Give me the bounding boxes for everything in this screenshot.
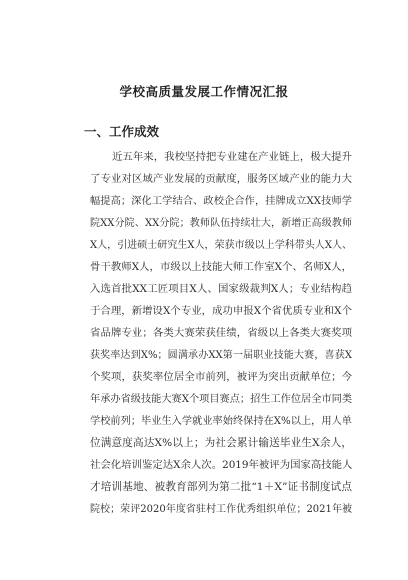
paragraph-line: 年承办省级技能大赛X个项目赛点；招生工作位居全市同类 — [90, 394, 352, 405]
paragraph-line: 院XX分院、XX分院；教师队伍持续壮大，新增正高级教师 — [90, 218, 352, 229]
paragraph-line: 省品牌专业；各类大赛荣获佳绩，省级以上各类大赛奖项 — [90, 327, 352, 339]
paragraph-line: 骨干教师X人，市级以上技能大师工作室X个、名师X人， — [90, 261, 352, 273]
paragraph-line: 学校前列；毕业生入学就业率始终保持在X%以上，用人单 — [90, 416, 352, 427]
paragraph-line: 才培训基地、被教育部列为第二批“1＋X”证书制度试点 — [90, 481, 352, 493]
paragraph-line: 于合理，新增设X个专业，成功申报X个省优质专业和X个 — [90, 305, 352, 317]
paragraph-line: X人，引进硕士研究生X人，荣获市级以上学科带头人X人、 — [90, 240, 352, 251]
paragraph-line: 了专业对区域产业发展的贡献度，服务区域产业的能力大 — [90, 173, 352, 185]
paragraph-line: 获奖率达到X%；圆满承办XX第一届职业技能大赛，喜获X — [90, 350, 352, 361]
paragraph-line: 入选首批XX工匠项目X人、国家级裁判X人；专业结构趋 — [90, 283, 352, 295]
paragraph-line: 社会化培训鉴定达X余人次。2019年被评为国家高技能人 — [90, 459, 353, 471]
document-title: 学校高质量发展工作情况汇报 — [119, 84, 289, 99]
paragraph-line: 个奖项，获奖率位居全市前列，被评为突出贡献单位；今 — [90, 371, 352, 383]
paragraph-line: 位满意度高达X%以上；为社会累计输送毕业生X余人， — [90, 437, 352, 449]
section-heading: 一、工作成效 — [84, 124, 160, 139]
paragraph-line: 幅提高；深化工学结合、政校企合作，挂牌成立XX技师学 — [90, 196, 352, 207]
paragraph-line: 院校；荣评2020年度省驻村工作优秀组织单位；2021年被 — [90, 504, 352, 515]
paragraph-line: 近五年来，我校坚持把专业建在产业链上，极大提升 — [112, 151, 352, 163]
